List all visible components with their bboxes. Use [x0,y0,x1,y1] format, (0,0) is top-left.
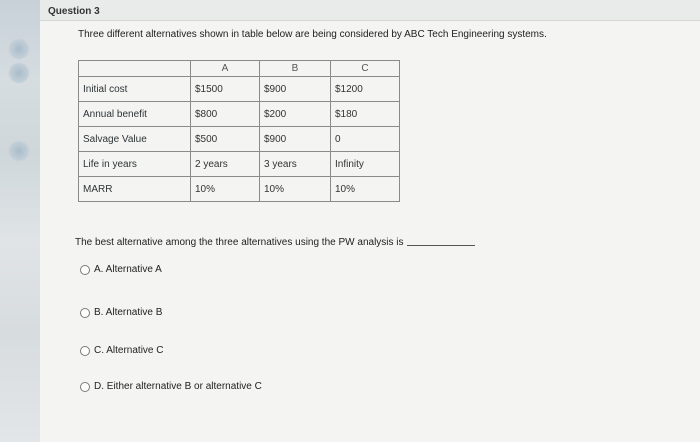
table-cell: $1200 [331,77,400,102]
table-cell: $900 [260,77,331,102]
table-row [79,152,400,177]
option-label: C. Alternative C [94,345,164,356]
option-label: A. Alternative A [94,264,162,275]
radio-button-icon[interactable] [80,308,90,318]
decorative-dot [8,38,30,60]
option-d[interactable] [80,381,262,392]
table-cell: $800 [191,102,260,127]
option-label: B. Alternative B [94,307,163,318]
question-title: Question 3 [48,6,100,17]
table-cell: 3 years [260,152,331,177]
question-intro: Three different alternatives shown in table below are being considered by ABC Tech Engineering systems. [78,29,547,40]
table-header-cell: B [260,61,331,77]
row-label: Life in years [79,152,191,177]
left-decorative-strip [0,0,40,442]
row-label: Salvage Value [79,127,191,152]
table-row [79,177,400,202]
row-label: Annual benefit [79,102,191,127]
question-stem-text: The best alternative among the three alternatives using the PW analysis is [75,237,404,248]
row-label: Initial cost [79,77,191,102]
table-cell: 2 years [191,152,260,177]
table-cell: $200 [260,102,331,127]
answer-blank [407,245,475,246]
table-cell: 10% [191,177,260,202]
table-row [79,127,400,152]
table-header-cell [79,61,191,77]
table-header-row [79,61,400,77]
table-header-cell: C [331,61,400,77]
radio-button-icon[interactable] [80,382,90,392]
decorative-dot [8,62,30,84]
table-cell: 0 [331,127,400,152]
table-header-cell: A [191,61,260,77]
table-cell: $900 [260,127,331,152]
radio-button-icon[interactable] [80,265,90,275]
question-header [40,0,700,21]
table-cell: $180 [331,102,400,127]
option-b[interactable] [80,307,162,318]
decorative-dot [8,140,30,162]
table-cell: $500 [191,127,260,152]
alternatives-table [78,60,400,202]
table-cell: $1500 [191,77,260,102]
option-label: D. Either alternative B or alternative C [94,381,262,392]
table-cell: Infinity [331,152,400,177]
option-c[interactable] [80,345,163,356]
table-cell: 10% [331,177,400,202]
table-row [79,102,400,127]
table-cell: 10% [260,177,331,202]
option-a[interactable] [80,264,162,275]
question-stem [75,237,475,248]
radio-button-icon[interactable] [80,346,90,356]
table-row [79,77,400,102]
row-label: MARR [79,177,191,202]
